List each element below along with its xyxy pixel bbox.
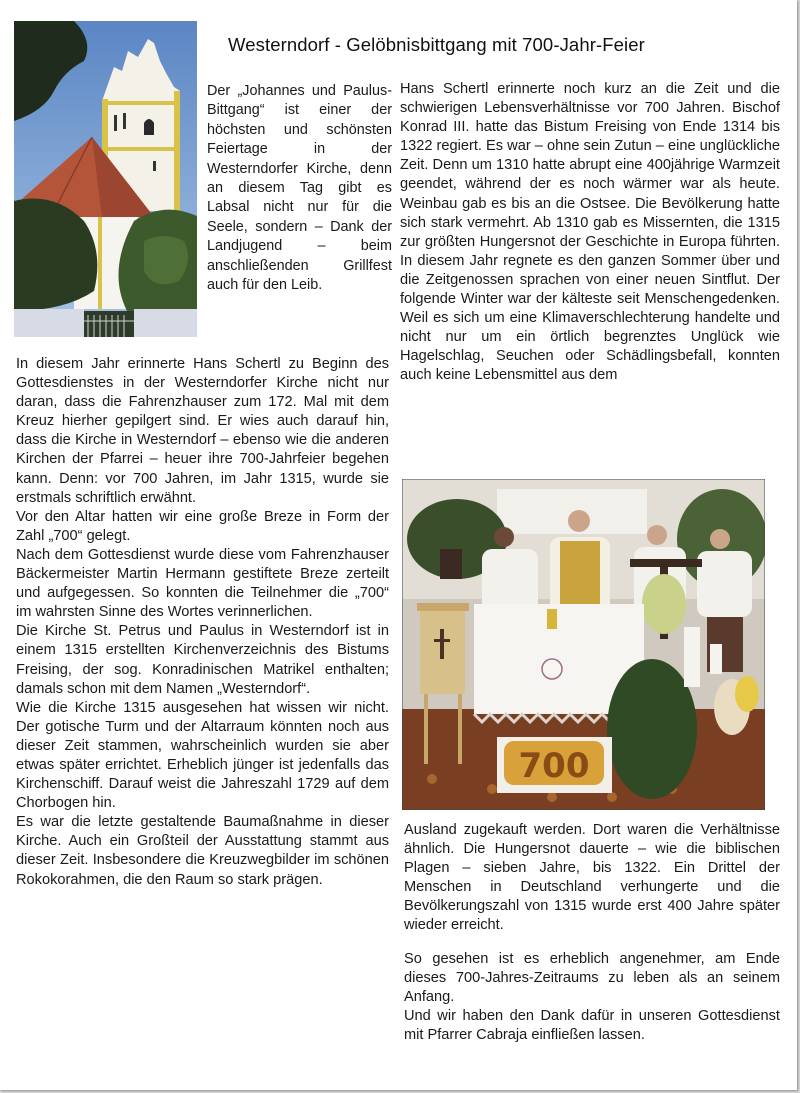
paragraph: Wie die Kirche 1315 ausgesehen hat wissen wir nicht. Der gotische Turm und der Altarraum könnten noch aus dieser Zeit stammen, wahrscheinlich wurden sie aber etwas später errichtet. Erheblich jünger ist jedenfalls das Kirchenschiff. Darauf weist die Jahreszahl 1729 auf dem Chorbogen hin. [16,699,389,812]
paragraph: Ausland zugekauft werden. Dort waren die Verhältnisse ähnlich. Die Hungersnot dauerte – wie die biblischen Plagen – sieben Jahre, bis 1322. Ein Drittel der Menschen in Deutschland verhungerte und die Bevölkerungszahl von 1315 wurde erst 400 Jahre später wieder erreicht. [404,822,780,934]
intro-text: Der „Johannes und Paulus-Bittgang“ ist einer der höchsten und schönsten Feiertage in der Westerndorfer Kirche, denn an diesem Tag gibt es Labsal nicht nur für die Seele, sondern – Dank der Landjugend – beim anschließenden Grillfest auch für den Leib. [207,83,392,294]
church-illustration [14,21,197,337]
paragraph: Vor den Altar hatten wir eine große Breze in Form der Zahl „700“ gelegt. [16,508,389,544]
left-column [16,355,389,890]
paragraph-gap [404,936,780,950]
paragraph: Es war die letzte gestaltende Baumaßnahme in dieser Kirche. Auch ein Großteil der Ausstattung stammt aus dieser Zeit. Insbesondere die Kreuzwegbilder im schönen Rokokorahmen, die den Raum so stark prägen. [16,814,389,888]
article-title: Westerndorf - Gelöbnisbittgang mit 700-Jahr-Feier [228,34,645,55]
paragraph: Die Kirche St. Petrus und Paulus in Westerndorf ist in einem 1315 erstellten Kirchenverzeichnis des Bistums Freising, der sog. Konradinischen Matrikel enthalten; damals schon mit dem Namen „Westerndorf“. [16,623,389,697]
paragraph: Und wir haben den Dank dafür in unseren Gottesdienst mit Pfarrer Cabraja einfließen lassen. [404,1007,780,1043]
church-photo [14,21,197,337]
paragraph: Hans Schertl erinnerte noch kurz an die Zeit und die schwierigen Lebensverhältnisse vor 700 Jahren. Bischof Konrad III. hatte das Bistum Freising von Ende 1314 bis 1322 regiert. Es war – ohne sein Zutun – eine unglückliche Zeit. Denn um 1310 hatte abrupt eine 400jährige Warmzeit geendet, während der es noch wärmer war als heute. Weinbau gab es bis an die Ostsee. Die Bevölkerung hatte sich stark vermehrt. Ab 1310 gab es Missernten, die 1315 zur größten Hungersnot der Geschichte in Europa führten. In diesem Jahr regnete es den ganzen Sommer über und die Zeitgenossen sprachen von einer neuen Sintflut. Der folgende Winter war der kälteste seit Menschengedenken. Weil es sich um eine Klimaverschlechterung handelte und nicht nur um ein örtlich begrenztes Unglück wie Hagelschlag, Seuchen oder Schädlingsbefall, konnten auch keine Lebensmittel aus dem [400,81,780,384]
paragraph: Nach dem Gottesdienst wurde diese vom Fahrenzhauser Bäckermeister Martin Hermann gestiftete Breze zerteilt und aufgegessen. So konnten die Teilnehmer die „700“ im wahrsten Sinne des Wortes verinnerlichen. [16,546,389,621]
paragraph: In diesem Jahr erinnerte Hans Schertl zu Beginn des Gottesdienstes in der Westerndorfer Kirche nicht nur daran, dass die Fahrenzhauser zum 172. Mal mit dem Kreuz hierher gepilgert sind. Er wies auch darauf hin, dass die Kirche in Westerndorf – ebenso wie die anderen Kirchen der Pfarrei – heuer ihre 700-Jahrfeier begehen kann. Denn: vor 700 Jahren, im Jahr 1315, wurde sie erstmals schriftlich erwähnt. [16,356,389,506]
paragraph: So gesehen ist es erheblich angenehmer, am Ende dieses 700-Jahres-Zeitraums zu leben als an seinem Anfang. [404,950,780,1005]
altar-photo [402,479,765,810]
altar-illustration [402,479,765,810]
intro-paragraph [207,82,392,295]
svg-text:700: 700 [518,746,590,786]
right-column-bottom [404,821,780,1045]
right-column-top [400,80,780,386]
